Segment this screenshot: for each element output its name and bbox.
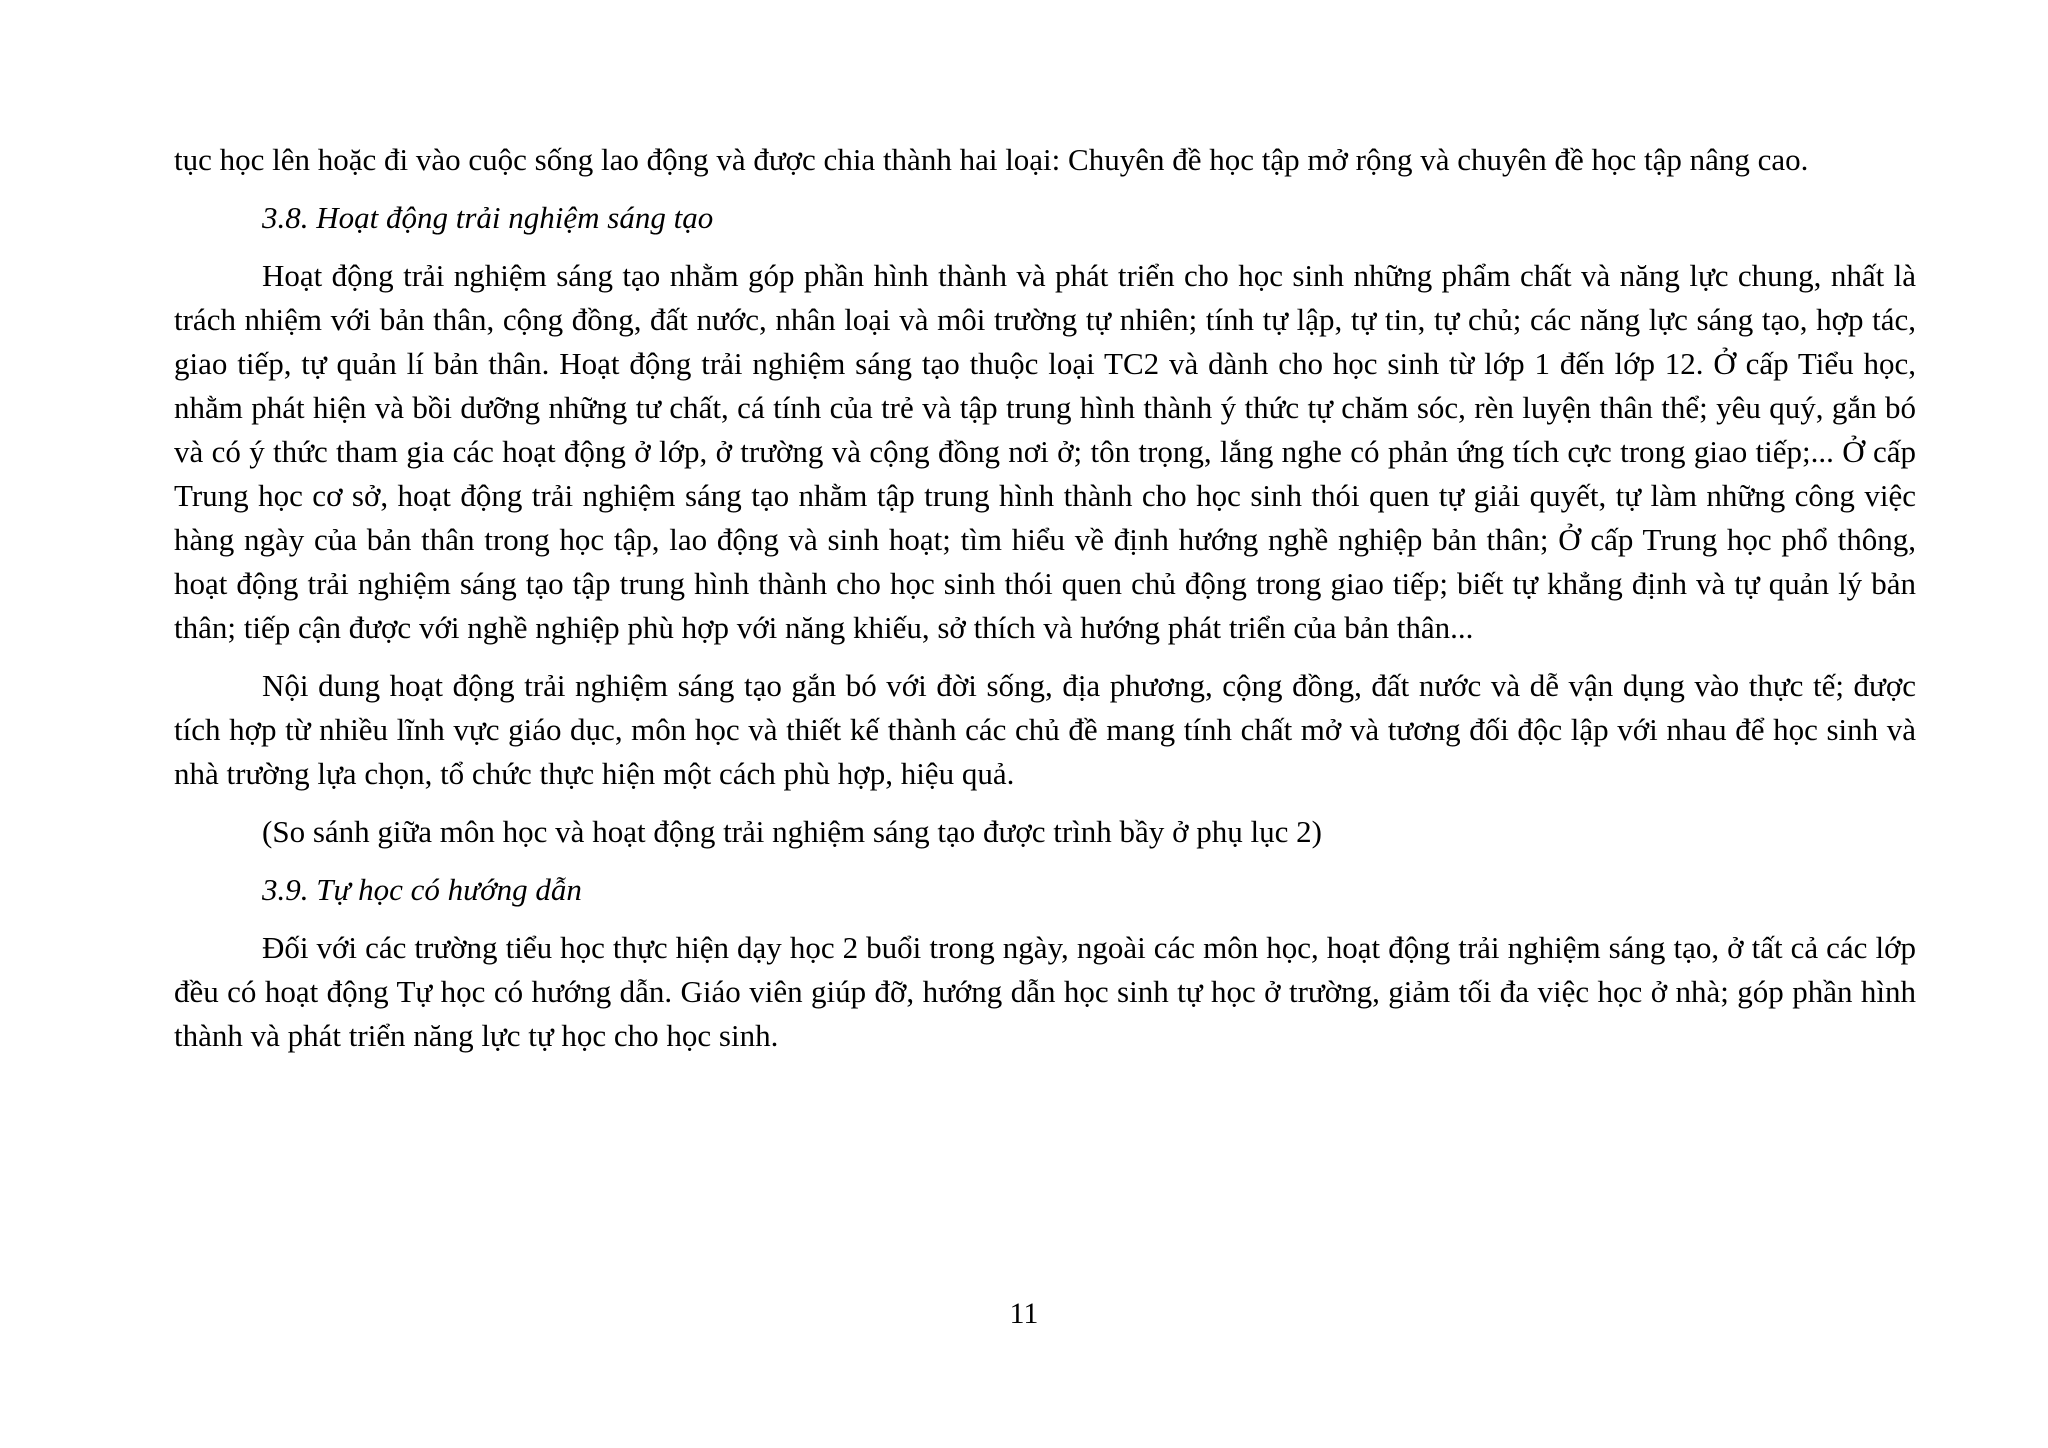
document-body xyxy=(174,138,1916,1058)
page-number: 11 xyxy=(1009,1297,1039,1330)
paragraph-guided-self-study: Đối với các trường tiểu học thực hiện dạy học 2 buổi trong ngày, ngoài các môn học, hoạt động trải nghiệm sáng tạo, ở tất cả các lớp đều có hoạt động Tự học có hướng dẫn. Giáo viên giúp đỡ, hướng dẫn học sinh tự học ở trường, giảm tối đa việc học ở nhà; góp phần hình thành và phát triển năng lực tự học cho học sinh. xyxy=(174,930,1916,1053)
paragraph-experiential-activities: Hoạt động trải nghiệm sáng tạo nhằm góp phần hình thành và phát triển cho học sinh những phẩm chất và năng lực chung, nhất là trách nhiệm với bản thân, cộng đồng, đất nước, nhân loại và môi trường tự nhiên; tính tự lập, tự tin, tự chủ; các năng lực sáng tạo, hợp tác, giao tiếp, tự quản lí bản thân. Hoạt động trải nghiệm sáng tạo thuộc loại TC2 và dành cho học sinh từ lớp 1 đến lớp 12. Ở cấp Tiểu học, nhằm phát hiện và bồi dưỡng những tư chất, cá tính của trẻ và tập trung hình thành ý thức tự chăm sóc, rèn luyện thân thể; yêu quý, gắn bó và có ý thức tham gia các hoạt động ở lớp, ở trường và cộng đồng nơi ở; tôn trọng, lắng nghe có phản ứng tích cực trong giao tiếp;... Ở cấp Trung học cơ sở, hoạt động trải nghiệm sáng tạo nhằm tập trung hình thành cho học sinh thói quen tự giải quyết, tự làm những công việc hàng ngày của bản thân trong học tập, lao động và sinh hoạt; tìm hiểu về định hướng nghề nghiệp bản thân; Ở cấp Trung học phổ thông, hoạt động trải nghiệm sáng tạo tập trung hình thành cho học sinh thói quen chủ động trong giao tiếp; biết tự khẳng định và tự quản lý bản thân; tiếp cận được với nghề nghiệp phù hợp với năng khiếu, sở thích và hướng phát triển của bản thân... xyxy=(174,258,1916,645)
section-heading-3-8: 3.8. Hoạt động trải nghiệm sáng tạo xyxy=(262,200,714,235)
paragraph-appendix-note: (So sánh giữa môn học và hoạt động trải nghiệm sáng tạo được trình bầy ở phụ lục 2) xyxy=(262,814,1322,849)
paragraph-activity-content: Nội dung hoạt động trải nghiệm sáng tạo gắn bó với đời sống, địa phương, cộng đồng, đất nước và dễ vận dụng vào thực tế; được tích hợp từ nhiều lĩnh vực giáo dục, môn học và thiết kế thành các chủ đề mang tính chất mở và tương đối độc lập với nhau để học sinh và nhà trường lựa chọn, tổ chức thực hiện một cách phù hợp, hiệu quả. xyxy=(174,668,1916,791)
section-heading-3-9: 3.9. Tự học có hướng dẫn xyxy=(262,872,582,907)
paragraph-continuation: tục học lên hoặc đi vào cuộc sống lao động và được chia thành hai loại: Chuyên đề học tập mở rộng và chuyên đề học tập nâng cao. xyxy=(174,142,1809,177)
